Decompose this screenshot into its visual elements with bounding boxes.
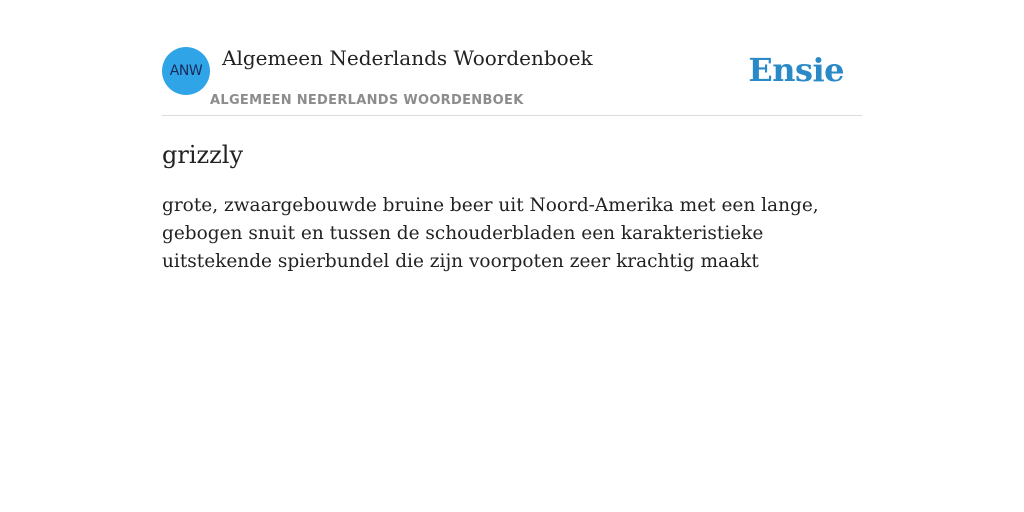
headword: grizzly (162, 141, 244, 169)
page-container (162, 0, 862, 276)
anw-logo-text: ANW (169, 63, 203, 79)
source-subtitle: ALGEMEEN NEDERLANDS WOORDENBOEK (210, 93, 524, 108)
source-header (162, 46, 862, 116)
ensie-logo[interactable]: Ensie (748, 51, 844, 89)
definition-text: grote, zwaargebouwde bruine beer uit Noord-Amerika met een lange, gebogen snuit en tussen de schouderbladen een karakteristieke uitstekende spierbundel die zijn voorpoten zeer krachtig maakt (162, 195, 819, 272)
source-title[interactable]: Algemeen Nederlands Woordenboek (222, 46, 593, 70)
anw-logo[interactable] (162, 47, 210, 95)
